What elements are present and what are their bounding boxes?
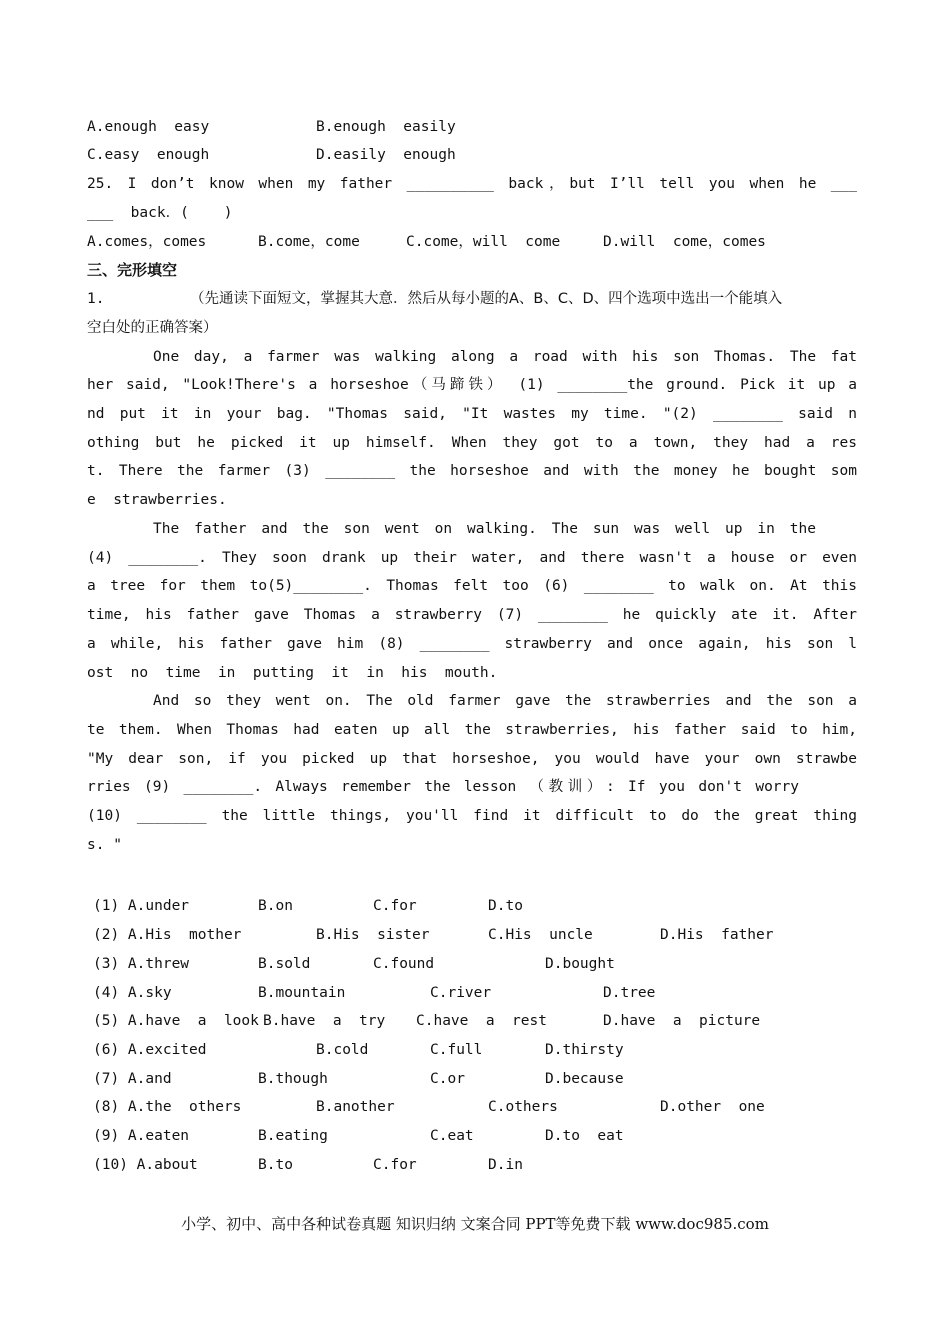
option-c: C.His uncle bbox=[488, 927, 593, 943]
option-a: (6) A.excited bbox=[93, 1042, 207, 1058]
option-d: D.to bbox=[488, 898, 523, 914]
q24-option-a: A.enough easy bbox=[87, 119, 210, 135]
option-row bbox=[87, 983, 887, 1003]
q25-question-line2: ___ back．( ) bbox=[87, 205, 233, 221]
option-a: (1) A.under bbox=[93, 898, 190, 914]
passage-line: (4) ________. They soon drank up their water, and there wasn't a house or even bbox=[87, 550, 857, 566]
passage-line: othing but he picked it up himself. When they got to a town, they had a res bbox=[87, 435, 857, 451]
q25-option-b: B.come，come bbox=[258, 234, 360, 250]
option-d: D.because bbox=[545, 1071, 624, 1087]
option-b: B.though bbox=[258, 1071, 328, 1087]
q25-option-c: C.come，will come bbox=[406, 234, 561, 250]
option-b: B.on bbox=[258, 898, 293, 914]
passage-line: The father and the son went on walking. The sun was well up in the bbox=[153, 521, 816, 537]
q24-option-c: C.easy enough bbox=[87, 147, 210, 163]
option-row bbox=[87, 1040, 887, 1060]
option-d: D.in bbox=[488, 1157, 523, 1173]
option-b: B.cold bbox=[316, 1042, 369, 1058]
instruction-line2: 空白处的正确答案） bbox=[87, 320, 218, 336]
option-d: D.have a picture bbox=[603, 1013, 761, 1029]
option-c: C.others bbox=[488, 1099, 558, 1115]
passage-line: "My dear son, if you picked up that horseshoe, you would have your own strawbe bbox=[87, 751, 857, 767]
option-c: C.found bbox=[373, 956, 435, 972]
q25-question-line1: 25. I don’t know when my father __________ back，but I’ll tell you when he ___ bbox=[87, 176, 857, 192]
passage-line: a tree for them to(5)________. Thomas felt too (6) ________ to walk on. At this bbox=[87, 578, 857, 594]
q25-option-d: D.will come，comes bbox=[603, 234, 766, 250]
option-b: B.eating bbox=[258, 1128, 328, 1144]
passage-line: (10) ________ the little things, you'll find it difficult to do the great thing bbox=[87, 808, 857, 824]
option-a: (5) A.have a look bbox=[93, 1013, 259, 1029]
option-c: C.have a rest bbox=[416, 1013, 547, 1029]
option-row bbox=[87, 1011, 887, 1031]
option-row bbox=[87, 1097, 887, 1117]
option-row bbox=[87, 1126, 887, 1146]
question-number: 1. bbox=[87, 291, 105, 307]
passage-line: ost no time in putting it in his mouth. bbox=[87, 665, 498, 681]
option-row bbox=[87, 954, 887, 974]
passage-line: te them. When Thomas had eaten up all the strawberries, his father said to him, bbox=[87, 722, 857, 738]
option-b: B.mountain bbox=[258, 985, 346, 1001]
passage-line: rries (9) ________. Always remember the lesson （教训）: If you don't worry bbox=[87, 779, 799, 795]
option-d: D.His father bbox=[660, 927, 774, 943]
option-d: D.other one bbox=[660, 1099, 765, 1115]
option-c: C.river bbox=[430, 985, 492, 1001]
passage-line: One day, a farmer was walking along a road with his son Thomas. The fat bbox=[153, 349, 857, 365]
option-a: (2) A.His mother bbox=[93, 927, 242, 943]
passage-line: e strawberries. bbox=[87, 492, 227, 508]
option-row bbox=[87, 1155, 887, 1175]
option-b: B.His sister bbox=[316, 927, 430, 943]
q24-option-d: D.easily enough bbox=[316, 147, 456, 163]
option-a: (4) A.sky bbox=[93, 985, 172, 1001]
q25-option-a: A.comes，comes bbox=[87, 234, 207, 250]
option-c: C.for bbox=[373, 1157, 417, 1173]
option-row bbox=[87, 925, 887, 945]
option-d: D.tree bbox=[603, 985, 656, 1001]
option-row bbox=[87, 896, 887, 916]
passage-line: s. " bbox=[87, 837, 122, 853]
instruction-line1: （先通读下面短文，掌握其大意．然后从每小题的A、B、C、D、四个选项中选出一个能填入 bbox=[190, 291, 783, 307]
option-row bbox=[87, 1069, 887, 1089]
section-title: 三、完形填空 bbox=[87, 261, 178, 279]
option-c: C.for bbox=[373, 898, 417, 914]
option-c: C.or bbox=[430, 1071, 465, 1087]
option-d: D.thirsty bbox=[545, 1042, 624, 1058]
option-b: B.sold bbox=[258, 956, 311, 972]
option-c: C.full bbox=[430, 1042, 483, 1058]
option-b: B.to bbox=[258, 1157, 293, 1173]
q24-option-b: B.enough easily bbox=[316, 119, 456, 135]
option-b: B.have a try bbox=[263, 1013, 386, 1029]
passage-line: a while, his father gave him (8) ________ strawberry and once again, his son l bbox=[87, 636, 857, 652]
option-b: B.another bbox=[316, 1099, 395, 1115]
passage-line: nd put it in your bag. "Thomas said, "It wastes my time. "(2) ________ said n bbox=[87, 406, 857, 422]
passage-line: time, his father gave Thomas a strawberry (7) ________ he quickly ate it. After bbox=[87, 607, 857, 623]
footer-text: 小学、初中、高中各种试卷真题 知识归纳 文案合同 PPT等免费下载 www.doc985.com bbox=[181, 1215, 769, 1233]
passage-line: And so they went on. The old farmer gave the strawberries and the son a bbox=[153, 693, 857, 709]
option-d: D.to eat bbox=[545, 1128, 624, 1144]
option-a: (9) A.eaten bbox=[93, 1128, 190, 1144]
option-a: (10) A.about bbox=[93, 1157, 198, 1173]
passage-line: her said, "Look!There's a horseshoe（马蹄铁） (1) ________the ground. Pick it up a bbox=[87, 377, 857, 393]
option-a: (3) A.threw bbox=[93, 956, 190, 972]
passage-line: t. There the farmer (3) ________ the horseshoe and with the money he bought som bbox=[87, 463, 857, 479]
option-a: (7) A.and bbox=[93, 1071, 172, 1087]
option-a: (8) A.the others bbox=[93, 1099, 242, 1115]
option-c: C.eat bbox=[430, 1128, 474, 1144]
option-d: D.bought bbox=[545, 956, 615, 972]
